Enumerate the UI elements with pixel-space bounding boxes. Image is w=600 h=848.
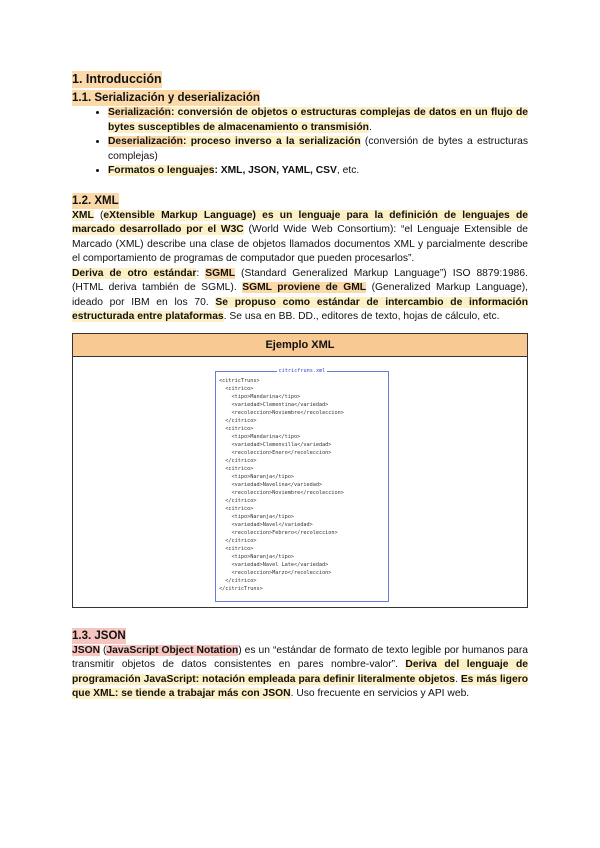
paragraph-json xyxy=(72,644,528,702)
code-line: <tipo>Naranja</tipo> xyxy=(219,513,294,520)
code-line: </citrico> xyxy=(219,497,257,504)
subsection-title-xml: 1.2. XML xyxy=(72,194,119,207)
text-span: (Generalized Markup Language), ideado por IBM en los 70. xyxy=(72,282,528,308)
code-line: <variedad>Navel Late</variedad> xyxy=(219,561,329,568)
text-span: XML xyxy=(72,209,94,221)
code-file-name: citricfruns.xml xyxy=(278,367,326,374)
definition-text: : XML, JSON, YAML, CSV xyxy=(214,165,337,176)
term-formatos: Formatos o lenguajes xyxy=(108,165,215,176)
text-span: , etc. xyxy=(336,165,360,176)
xml-example-body xyxy=(73,357,527,607)
text-span: SGML xyxy=(205,267,236,279)
code-line: </citrico> xyxy=(219,457,257,464)
code-line: <variedad>Navel</variedad> xyxy=(219,521,313,528)
code-line: <tipo>Naranja</tipo> xyxy=(219,553,294,560)
definition-text: : proceso inverso a la serialización xyxy=(182,136,361,147)
code-line: </citrico> xyxy=(219,577,257,584)
paragraph-xml-origin xyxy=(72,267,528,325)
xml-example-title: Ejemplo XML xyxy=(73,334,527,357)
code-line: <citrico> xyxy=(219,465,254,472)
text-span: . xyxy=(454,673,461,685)
text-span: SGML proviene de GML xyxy=(242,282,367,293)
text-span: ) es un lenguaje para la definición de lenguajes de marcado desarrollado por el W3C xyxy=(72,209,528,235)
code-line: </citrico> xyxy=(219,537,257,544)
code-line: <variedad>Clementina</variedad> xyxy=(219,401,329,408)
text-span: ) es un “estándar de formato de texto legible por humanos para transmitir objetos de datos consistentes en pares nombre-valor”. xyxy=(72,644,528,670)
code-window-title xyxy=(216,367,388,375)
text-span: eXtensible Markup Language xyxy=(103,209,253,221)
list-item xyxy=(108,135,528,164)
code-line: <recoleccion>Noviembre</recoleccion> xyxy=(219,409,344,416)
text-span: : xyxy=(196,267,206,279)
text-span: . Se usa en BB. DD., editores de texto, hojas de cálculo, etc. xyxy=(223,311,500,322)
text-span: Se propuso como estándar de intercambio de información estructurada entre plataformas xyxy=(72,296,528,322)
term-serializacion: Serialización xyxy=(108,107,171,118)
code-line: </citrico> xyxy=(219,417,257,424)
text-span: Es más ligero que XML: se tiende a trabajar más con JSON xyxy=(72,673,528,699)
code-line: </citricTruns> xyxy=(219,585,263,592)
subsection-title-serializacion: 1.1. Serialización y deserialización xyxy=(72,92,260,104)
document-page xyxy=(72,70,528,702)
text-span: JSON xyxy=(72,644,101,656)
list-item xyxy=(108,106,528,135)
code-line: <citrico> xyxy=(219,505,254,512)
code-line: <recoleccion>Noviembre</recoleccion> xyxy=(219,489,344,496)
list-item xyxy=(108,164,528,179)
code-line: <recoleccion>Marzo</recoleccion> xyxy=(219,569,332,576)
text-span: JavaScript Object Notation xyxy=(106,644,239,656)
text-span: (conversión de bytes a estructuras complejas) xyxy=(108,136,528,162)
xml-code-window xyxy=(215,367,389,602)
code-line: <tipo>Naranja</tipo> xyxy=(219,473,294,480)
text-span: ( xyxy=(100,644,107,656)
code-line: <recoleccion>Febrero</recoleccion> xyxy=(219,529,338,536)
text-span: Deriva de otro estándar xyxy=(72,267,197,279)
text-span: ( xyxy=(93,209,104,221)
text-span: Deriva del lenguaje de programación JavaScript: notación empleada para definir literalmente objetos xyxy=(72,659,528,685)
code-line: <citricTruns> xyxy=(219,377,260,384)
code-line: <citrico> xyxy=(219,425,254,432)
text-span: (World Wide Web Consortium): “el Lenguaje Extensible de Marcado (XML) describe una clase de objetos llamados documentos XML y parcialmente describe el comportamiento de programas de computador que pueden procesarlos”. xyxy=(72,224,528,264)
xml-example-box xyxy=(72,333,528,608)
section-title-introduccion: 1. Introducción xyxy=(72,72,162,86)
code-line: <citrico> xyxy=(219,545,254,552)
xml-code-lines xyxy=(219,377,344,593)
text-span: . Uso frecuente en servicios y API web. xyxy=(290,688,470,699)
paragraph-xml-definition xyxy=(72,209,528,267)
serialization-list xyxy=(72,106,528,179)
code-line: <variedad>Clemenvilla</variedad> xyxy=(219,441,332,448)
code-line: <tipo>Mandarina</tipo> xyxy=(219,433,301,440)
subsection-title-json: 1.3. JSON xyxy=(72,629,126,642)
term-deserializacion: Deserialización xyxy=(108,136,183,147)
code-line: <recoleccion>Enero</recoleccion> xyxy=(219,449,332,456)
code-line: <citrico> xyxy=(219,385,254,392)
code-line: <variedad>Navelina</variedad> xyxy=(219,481,323,488)
text-span: . xyxy=(368,121,372,133)
text-span: (Standard Generalized Markup Language”) ISO 8879:1986. (HTML deriva también de SGML). xyxy=(72,267,528,293)
definition-text: : conversión de objetos o estructuras complejas de datos en un flujo de bytes susceptibles de almacenamiento o transmisión xyxy=(108,107,528,133)
code-line: <tipo>Mandarina</tipo> xyxy=(219,393,301,400)
